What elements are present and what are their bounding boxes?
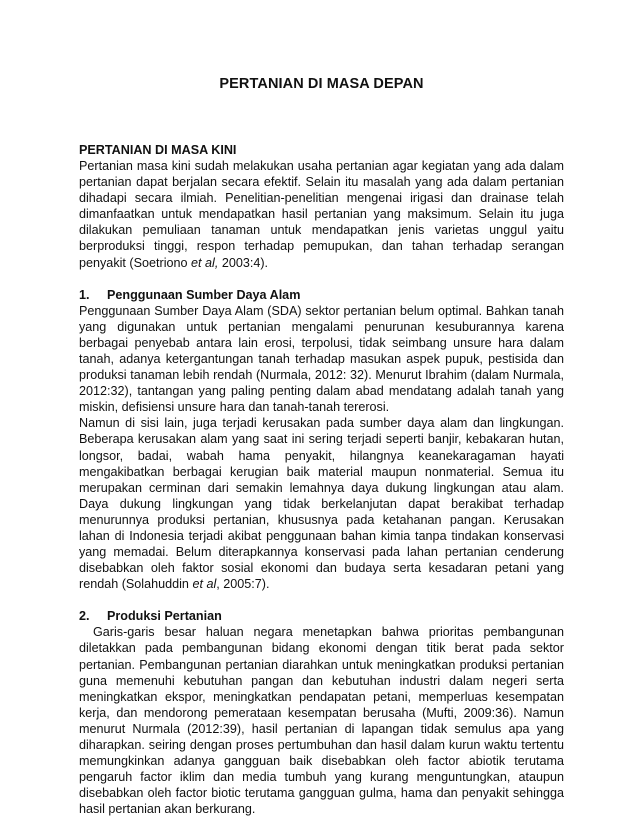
- citation-italic: et al,: [191, 255, 219, 270]
- paragraph-intro: [79, 158, 564, 271]
- section-2: [79, 608, 564, 817]
- section-heading-1: [79, 287, 564, 303]
- citation-italic-1b: et al: [192, 577, 217, 592]
- section-intro: [79, 142, 564, 271]
- section-heading-intro: PERTANIAN DI MASA KINI: [79, 143, 237, 157]
- paragraph-intro-text: Pertanian masa kini sudah melakukan usaha pertanian agar kegiatan yang ada dalam pertanian dapat berjalan secara efektif. Selain itu masalah yang ada dalam pertanian dihadapi secara ilmiah. Penelitian-penelitian mengenai irigasi dan drainase telah dimanfaatkan untuk mendapatkan hasil pertanian yang maksimum. Selain itu juga dilakukan pemuliaan tanaman untuk mendapatkan jenis varietas unggul yaitu berproduksi tinggi, respon terhadap pemupukan, dan tahan terhadap serangan penyakit (Soetriono: [79, 159, 564, 270]
- section-number-1: 1.: [79, 287, 90, 302]
- paragraph-2: Garis-garis besar haluan negara menetapkan bahwa prioritas pembangunan diletakkan pada pembangunan bidang ekonomi dengan titik berat pada sektor pertanian. Pembangunan pertanian diarahkan untuk meningkatkan produksi pertanian guna memenuhi kebutuhan pangan dan kebutuhan industri dalam negeri serta meningkatkan ekspor, meningkatkan pendapatan petani, memperluas kesempatan kerja, dan mendorong pemerataan kesempatan berusaha (Mufti, 2009:36). Namun menurut Nurmala (2012:39), hasil pertanian di lapangan tidak semulus apa yang diharapkan. seiring dengan proses pertumbuhan dan hasil dalam kurun waktu tertentu memungkinkan adanya gangguan baik disebabkan oleh factor abiotik terutama pengaruh factor iklim dan media tumbuh yang kurang menguntungkan, ataupun disebabkan oleh factor biotic terutama gangguan gulma, hama dan penyakit sehingga hasil pertanian akan berkurang.: [79, 625, 564, 817]
- section-heading-2: [79, 608, 564, 624]
- section-title-1: Penggunaan Sumber Daya Alam: [107, 287, 301, 302]
- paragraph-intro-end: 2003:4).: [218, 255, 269, 270]
- section-title-2: Produksi Pertanian: [107, 609, 222, 624]
- paragraph-1a: Penggunaan Sumber Daya Alam (SDA) sektor pertanian belum optimal. Bahkan tanah yang digunakan untuk pertanian mengalami penurunan kesuburannya karena berbagai penyebab antara lain erosi, terpolusi, tidak seimbang unsure hara dalam tanah, adanya ketergantungan tanah terhadap masukan aspek pupuk, pestisida dan produksi tanaman lebih rendah (Nurmala, 2012: 32). Menurut Ibrahim (dalam Nurmala, 2012:32), tantangan yang paling penting dalam abad mendatang adalah tanah yang miskin, defisiensi unsure hara dan tanah-tanah tererosi.: [79, 303, 564, 415]
- paragraph-1b-text: Namun di sisi lain, juga terjadi kerusakan pada sumber daya alam dan lingkungan. Beberapa kerusakan alam yang saat ini sering terjadi seperti banjir, kebakaran hutan, longsor, badai, wabah hama penyakit, hilangnya keanekaragaman hayati mengakibatkan berbagai kerugian baik material maupun nonmaterial. Semua itu merupakan cerminan dari semakin lemahnya daya dukung lingkungan atau alam. Daya dukung lingkungan yang tidak berkelanjutan dapat berakibat terhadap menurunnya produksi pertanian, khususnya pada ketahanan pangan. Kerusakan lahan di Indonesia terjadi akibat penggunaan bahan kimia tanpa tindakan konservasi yang memadai. Belum diterapkannya konservasi pada lahan pertanian cenderung disebabkan oleh faktor sosial ekonomi dan budaya serta kesadaran petani yang rendah (Solahuddin: [79, 416, 564, 592]
- paragraph-1b-end: , 2005:7).: [216, 577, 270, 592]
- paragraph-1b: [79, 415, 564, 592]
- section-1: [79, 287, 564, 593]
- section-number-2: 2.: [79, 609, 90, 624]
- page-title: PERTANIAN DI MASA DEPAN: [219, 76, 424, 92]
